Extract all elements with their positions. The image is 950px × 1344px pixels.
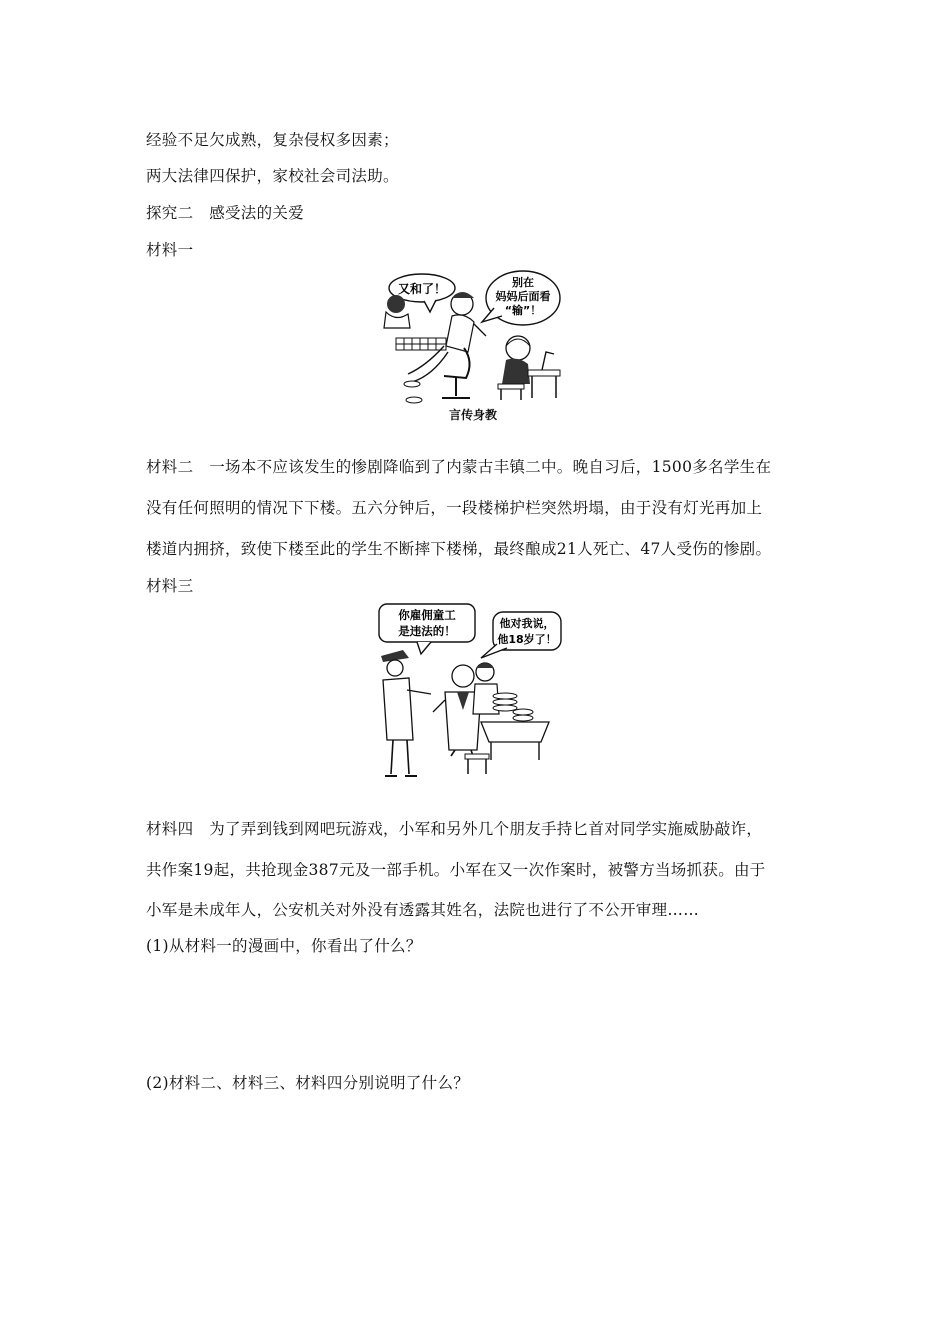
material-4-line-1: 材料四 为了弄到钱到网吧玩游戏，小军和另外几个朋友手持匕首对同学实施威胁敲诈，: [146, 820, 763, 838]
material-4-line-3: 小军是未成年人，公安机关对外没有透露其姓名，法院也进行了不公开审理……: [146, 901, 700, 919]
bubble-right-line-3: “输”！: [504, 304, 542, 317]
material-4-line-2: 共作案19起，共抢现金387元及一部手机。小军在又一次作案时，被警方当场抓获。由于: [146, 861, 766, 879]
material-3-label: 材料三: [146, 577, 194, 595]
material-1-label: 材料一: [146, 241, 194, 259]
text-line-2: 两大法律四保护，家校社会司法助。: [146, 167, 399, 185]
text-line-1: 经验不足欠成熟，复杂侵权多因素；: [146, 131, 399, 149]
section-heading: 探究二 感受法的关爱: [146, 204, 305, 222]
material-2-line-3: 楼道内拥挤，致使下楼至此的学生不断摔下楼梯，最终酿成21人死亡、47人受伤的惨剧。: [146, 540, 772, 558]
bubble-left-line-2: 是违法的！: [398, 624, 456, 638]
material-2-line-2: 没有任何照明的情况下下楼。五六分钟后，一段楼梯护栏突然坍塌，由于没有灯光再加上: [146, 499, 763, 517]
question-1: (1)从材料一的漫画中，你看出了什么？: [146, 937, 422, 955]
bubble-right-line-2: 妈妈后面看: [495, 290, 551, 303]
question-2: (2)材料二、材料三、材料四分别说明了什么？: [146, 1074, 470, 1092]
bubble-left-text: 又和了！: [397, 282, 447, 296]
cartoon-illustration-1: [382, 266, 572, 424]
bubble-right-line-1: 别在: [512, 276, 534, 289]
cartoon-illustration-2: [373, 600, 563, 782]
bubble-right-line-1: 他对我说，: [499, 617, 555, 630]
material-2-line-1: 材料二 一场本不应该发生的惨剧降临到了内蒙古丰镇二中。晚自习后，1500多名学生在: [146, 458, 772, 476]
bubble-left-line-1: 你雇佣童工: [398, 608, 456, 622]
cartoon-1-caption: 言传身教: [449, 408, 498, 422]
bubble-right-line-2: 他18岁了！: [497, 633, 557, 646]
